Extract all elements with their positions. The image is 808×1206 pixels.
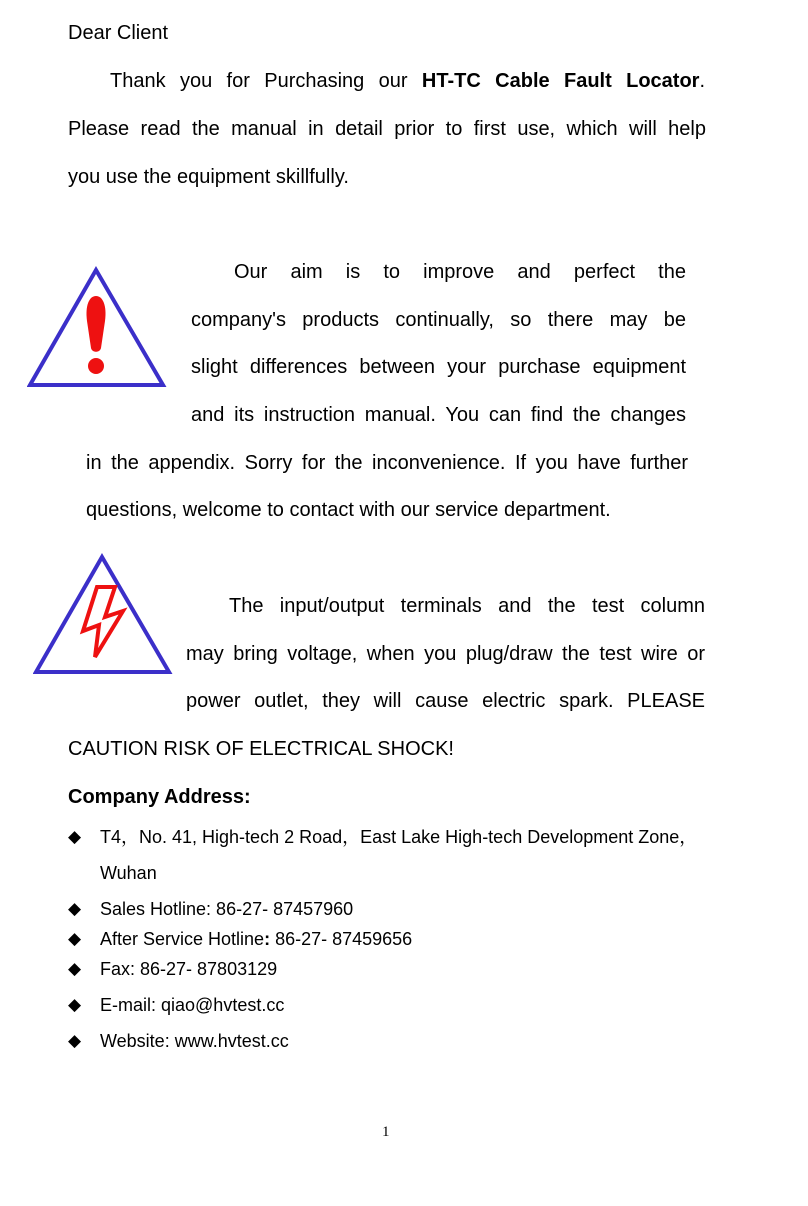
sales-hotline: Sales Hotline: 86-27- 87457960 bbox=[100, 899, 354, 919]
caution-line-4: CAUTION RISK OF ELECTRICAL SHOCK! bbox=[68, 738, 454, 760]
notice-line-1: Our aim is to improve and perfect the bbox=[234, 261, 686, 283]
product-name: HT-TC Cable Fault Locator bbox=[421, 70, 700, 92]
notice-line-2: company's products continually, so there may be bbox=[191, 309, 686, 331]
electric-shock-warning-icon bbox=[33, 553, 173, 677]
address-item bbox=[68, 826, 768, 886]
diamond-bullet-icon: ◆ bbox=[68, 827, 82, 846]
notice-line-4: and its instruction manual. You can find the changes bbox=[191, 404, 686, 426]
company-address-heading: Company Address: bbox=[68, 786, 251, 808]
after-service-hotline-item bbox=[68, 928, 768, 950]
address-line-2: Wuhan bbox=[100, 863, 157, 883]
fax-number: Fax: 86-27- 87803129 bbox=[100, 959, 278, 979]
intro-line-3: you use the equipment skillfully. bbox=[68, 166, 349, 188]
diamond-bullet-icon: ◆ bbox=[68, 929, 82, 948]
after-service-label: After Service Hotline bbox=[100, 929, 265, 949]
intro-period: . bbox=[699, 70, 706, 92]
intro-text: Thank you for Purchasing our bbox=[110, 70, 422, 92]
greeting: Dear Client bbox=[68, 22, 169, 44]
intro-line-2: Please read the manual in detail prior to first use, which will help bbox=[68, 118, 706, 140]
email-item bbox=[68, 994, 768, 1016]
diamond-bullet-icon: ◆ bbox=[68, 995, 82, 1014]
page-number: 1 bbox=[382, 1124, 390, 1140]
after-service-number: 86-27- 87459656 bbox=[270, 929, 413, 949]
caution-line-2: may bring voltage, when you plug/draw the test wire or bbox=[186, 643, 705, 665]
exclamation-warning-icon bbox=[27, 266, 167, 390]
after-service-colon: : bbox=[264, 929, 271, 949]
fax-item bbox=[68, 958, 768, 980]
notice-line-3: slight differences between your purchase equipment bbox=[191, 356, 686, 378]
diamond-bullet-icon: ◆ bbox=[68, 899, 82, 918]
diamond-bullet-icon: ◆ bbox=[68, 959, 82, 978]
email-address: E-mail: qiao@hvtest.cc bbox=[100, 995, 285, 1015]
notice-line-5: in the appendix. Sorry for the inconvenience. If you have further bbox=[86, 452, 688, 474]
after-service-hotline bbox=[100, 928, 412, 950]
sales-hotline-item bbox=[68, 898, 768, 920]
caution-line-3: power outlet, they will cause electric spark. PLEASE bbox=[186, 690, 705, 712]
website-url: Website: www.hvtest.cc bbox=[100, 1031, 289, 1051]
notice-line-6: questions, welcome to contact with our service department. bbox=[86, 499, 611, 521]
address-line-1: T4，No. 41, High-tech 2 Road，East Lake High-tech Development Zone， bbox=[100, 827, 698, 847]
website-item bbox=[68, 1030, 768, 1052]
diamond-bullet-icon: ◆ bbox=[68, 1031, 82, 1050]
caution-line-1: The input/output terminals and the test column bbox=[229, 595, 705, 617]
intro-line-1 bbox=[110, 69, 705, 93]
